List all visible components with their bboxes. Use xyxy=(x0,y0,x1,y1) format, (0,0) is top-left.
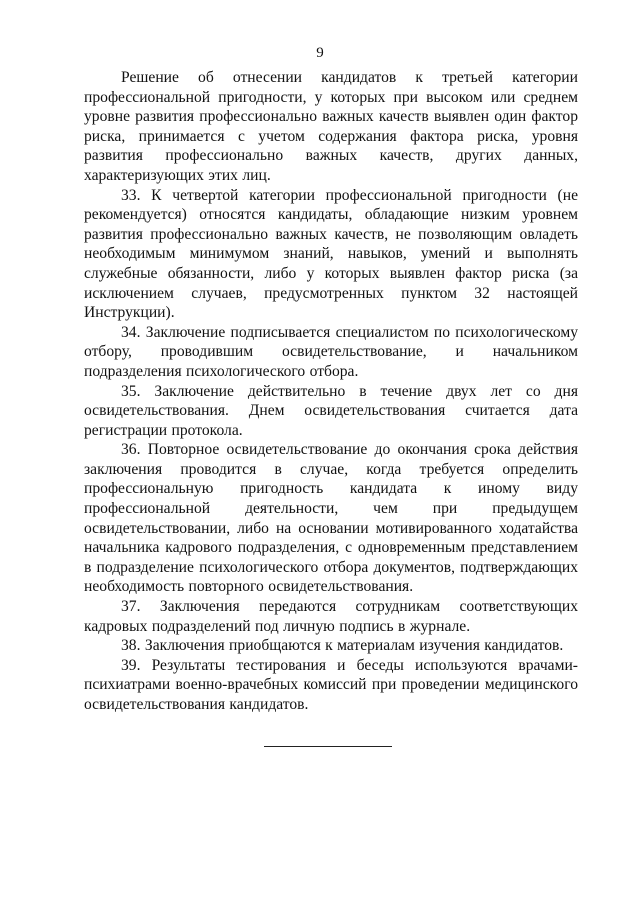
paragraph-37: 37. Заключения передаются сотрудникам соответствующих кадровых подразделений под личную подпись в журнале. xyxy=(84,598,578,635)
paragraph-39: 39. Результаты тестирования и беседы используются врачами-психиатрами военно-врачебных комиссий при проведении медицинского освидетельствования кандидатов. xyxy=(84,656,578,713)
paragraph-34: 34. Заключение подписывается специалистом по психологическому отбору, проводившим освидетельствование, и начальником подразделения психологического отбора. xyxy=(84,323,578,380)
paragraph-33: 33. К четвертой категории профессиональной пригодности (не рекомендуется) относятся кандидаты, обладающие низким уровнем развития профессионально важных качеств, не позволяющим овладеть необходимым минимумом знаний, навыков, умений и выполнять служебные обязанности, либо у которых выявлен фактор риска (за исключением случаев, предусмотренных пунктом 32 настоящей Инструкции). xyxy=(84,186,578,322)
paragraph-category-three-decision: Решение об отнесении кандидатов к третьей категории профессиональной пригодности, у которых при высоком или среднем уровне развития профессионально важных качеств выявлен один фактор риска, принимается с учетом содержания фактора риска, уровня развития профессионально важных качеств, других данных, характеризующих этих лиц. xyxy=(84,69,578,184)
paragraph-38: 38. Заключения приобщаются к материалам изучения кандидатов. xyxy=(121,637,564,655)
paragraph-36: 36. Повторное освидетельствование до окончания срока действия заключения проводится в случае, когда требуется определить профессиональную пригодность кандидата к иному виду профессиональной деятельности, чем при предыдущем освидетельствовании, либо на основании мотивированного ходатайства начальника кадрового подразделения, с одновременным представлением в подразделение психологического отбора документов, подтверждающих необходимость повторного освидетельствования. xyxy=(84,441,578,596)
paragraph-35: 35. Заключение действительно в течение двух лет со дня освидетельствования. Днем освидетельствования считается дата регистрации протокола. xyxy=(84,382,578,439)
document-body xyxy=(84,68,578,715)
page-number: 9 xyxy=(316,45,324,61)
end-of-text-rule xyxy=(264,746,392,747)
